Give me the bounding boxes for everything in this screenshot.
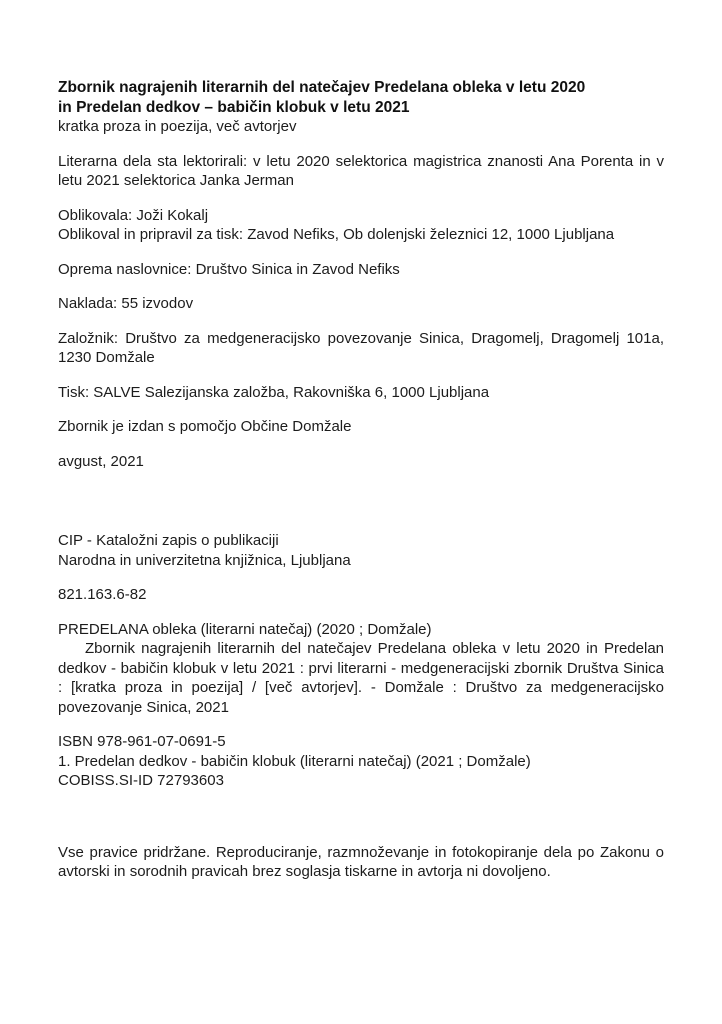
publisher-info: Založnik: Društvo za medgeneracijsko povezovanje Sinica, Dragomelj, Dragomelj 101a, 1230 Domžale bbox=[58, 329, 664, 366]
print-preparation-credit: Oblikoval in pripravil za tisk: Zavod Nefiks, Ob dolenjski železnici 12, 1000 Ljubljana bbox=[58, 226, 615, 243]
publication-date: avgust, 2021 bbox=[58, 452, 144, 470]
cip-entry-body: Zbornik nagrajenih literarnih del natečajev Predelana obleka v letu 2020 in Predelan dedkov - babičin klobuk v letu 2021 : prvi literarni - medgeneracijski zbornik Društva Sinica : [kratka proza in poezija] / [več avtorjev]. - Domžale : Društvo za medgeneracijsko povezovanje Sinica, 2021 bbox=[58, 640, 664, 716]
colophon-page bbox=[58, 78, 664, 882]
cover-credit: Oprema naslovnice: Društvo Sinica in Zavod Nefiks bbox=[58, 260, 400, 278]
rights-notice: Vse pravice pridržane. Reproduciranje, razmnoževanje in fotokopiranje dela po Zakonu o avtorski in sorodnih pravicah brez soglasja tiskarne in avtorja ni dovoljeno. bbox=[58, 843, 664, 880]
support-note: Zbornik je izdan s pomočjo Občine Domžale bbox=[58, 418, 352, 435]
cip-library: Narodna in univerzitetna knjižnica, Ljubljana bbox=[58, 551, 351, 569]
edition-size: Naklada: 55 izvodov bbox=[58, 295, 194, 312]
lectors-note: Literarna dela sta lektorirali: v letu 2020 selektorica magistrica znanosti Ana Porenta in v letu 2021 selektorica Janka Jerman bbox=[58, 152, 664, 189]
book-title-line-2: in Predelan dedkov – babičin klobuk v letu 2021 bbox=[58, 98, 410, 116]
printer-info: Tisk: SALVE Salezijanska založba, Rakovniška 6, 1000 Ljubljana bbox=[58, 383, 490, 401]
book-subtitle: kratka proza in poezija, več avtorjev bbox=[58, 118, 297, 135]
design-credit: Oblikovala: Joži Kokalj bbox=[58, 206, 209, 224]
cip-entry-heading: PREDELANA obleka (literarni natečaj) (2020 ; Domžale) bbox=[58, 620, 432, 638]
cip-heading: CIP - Kataložni zapis o publikaciji bbox=[58, 532, 279, 549]
cip-isbn: ISBN 978-961-07-0691-5 bbox=[58, 733, 226, 750]
cip-cobiss-id: COBISS.SI-ID 72793603 bbox=[58, 772, 224, 789]
book-title-line-1: Zbornik nagrajenih literarnih del natečajev Predelana obleka v letu 2020 bbox=[58, 79, 586, 96]
cip-udc: 821.163.6-82 bbox=[58, 586, 147, 603]
cip-subject: 1. Predelan dedkov - babičin klobuk (literarni natečaj) (2021 ; Domžale) bbox=[58, 752, 531, 770]
